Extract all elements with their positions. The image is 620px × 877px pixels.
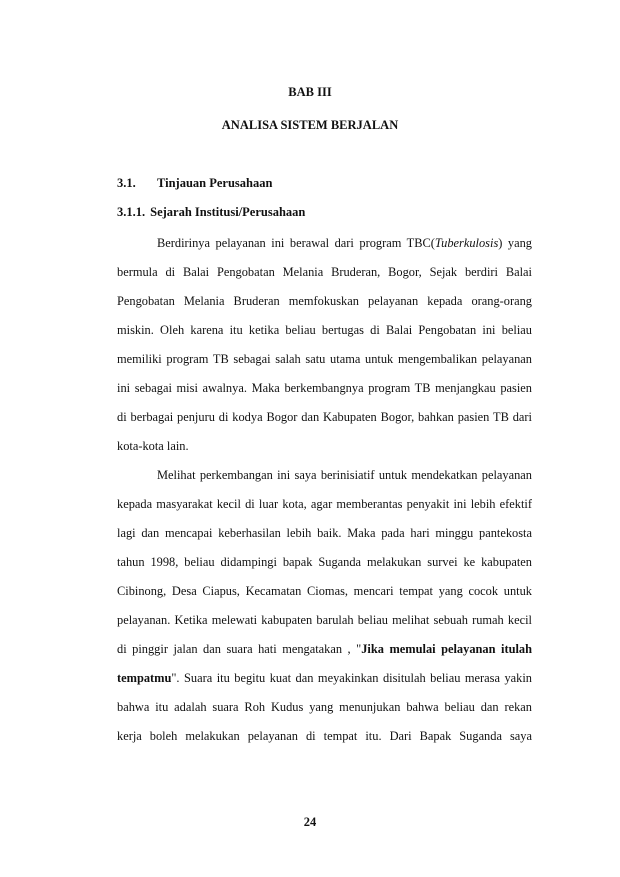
paragraph-1-line-1-end: ) yang <box>498 236 532 250</box>
section-number: 3.1. <box>117 176 136 190</box>
paragraph-2-line-7-text: di pinggir jalan dan suara hati mengatakan , " <box>117 642 362 656</box>
paragraph-2-line-9: bahwa itu adalah suara Roh Kudus yang menunjukan bahwa beliau dan rekan <box>117 700 532 714</box>
paragraph-2-line-2: kepada masyarakat kecil di luar kota, agar memberantas penyakit ini lebih efektif <box>117 497 532 511</box>
paragraph-2-line-5: Cibinong, Desa Ciapus, Kecamatan Ciomas, mencari tempat yang cocok untuk <box>117 584 532 598</box>
quoted-emphasis-end: tempatmu <box>117 671 172 685</box>
paragraph-1-line-5: memiliki program TB sebagai salah satu utama untuk mengembalikan pelayanan <box>117 352 532 366</box>
paragraph-2-line-4: tahun 1998, beliau didampingi bapak Suganda melakukan survei ke kabupaten <box>117 555 532 569</box>
section-heading <box>117 176 272 191</box>
paragraph-1-line-2: bermula di Balai Pengobatan Melania Bruderan, Bogor, Sejak berdiri Balai <box>117 265 532 279</box>
paragraph-1-line-7: di berbagai penjuru di kodya Bogor dan Kabupaten Bogor, bahkan pasien TB dari <box>117 410 532 424</box>
paragraph-2-line-10: kerja boleh melakukan pelayanan di tempat itu. Dari Bapak Suganda saya <box>117 729 532 743</box>
quoted-emphasis: Jika memulai pelayanan itulah <box>361 642 532 656</box>
paragraph-2-line-8-text: ". Suara itu begitu kuat dan meyakinkan disitulah beliau merasa yakin <box>171 671 532 685</box>
section-title: Tinjauan Perusahaan <box>157 176 273 190</box>
paragraph-1-line-1 <box>157 235 532 251</box>
paragraph-2-line-3: lagi dan mencapai keberhasilan lebih baik. Maka pada hari minggu pantekosta <box>117 526 532 540</box>
paragraph-2-line-8 <box>117 670 532 686</box>
paragraph-2-line-1: Melihat perkembangan ini saya berinisiatif untuk mendekatkan pelayanan <box>157 468 532 482</box>
subsection-title: Sejarah Institusi/Perusahaan <box>150 205 306 219</box>
paragraph-1-line-6: ini sebagai misi awalnya. Maka berkembangnya program TB menjangkau pasien <box>117 381 532 395</box>
page-number: 24 <box>303 815 317 829</box>
chapter-title: ANALISA SISTEM BERJALAN <box>221 118 399 132</box>
paragraph-1-line-4: miskin. Oleh karena itu ketika beliau bertugas di Balai Pengobatan ini beliau <box>117 323 532 337</box>
paragraph-2-line-6: pelayanan. Ketika melewati kabupaten barulah beliau melihat sebuah rumah kecil <box>117 613 532 627</box>
paragraph-1-line-8: kota-kota lain. <box>117 439 189 453</box>
subsection-heading <box>117 205 305 220</box>
paragraph-1-line-1-text: Berdirinya pelayanan ini berawal dari program TBC( <box>157 236 435 250</box>
italic-term: Tuberkulosis <box>434 236 499 250</box>
chapter-number: BAB III <box>288 85 332 99</box>
paragraph-2-line-7 <box>117 641 532 657</box>
paragraph-1-line-3: Pengobatan Melania Bruderan memfokuskan pelayanan kepada orang-orang <box>117 294 532 308</box>
subsection-number: 3.1.1. <box>117 205 146 219</box>
